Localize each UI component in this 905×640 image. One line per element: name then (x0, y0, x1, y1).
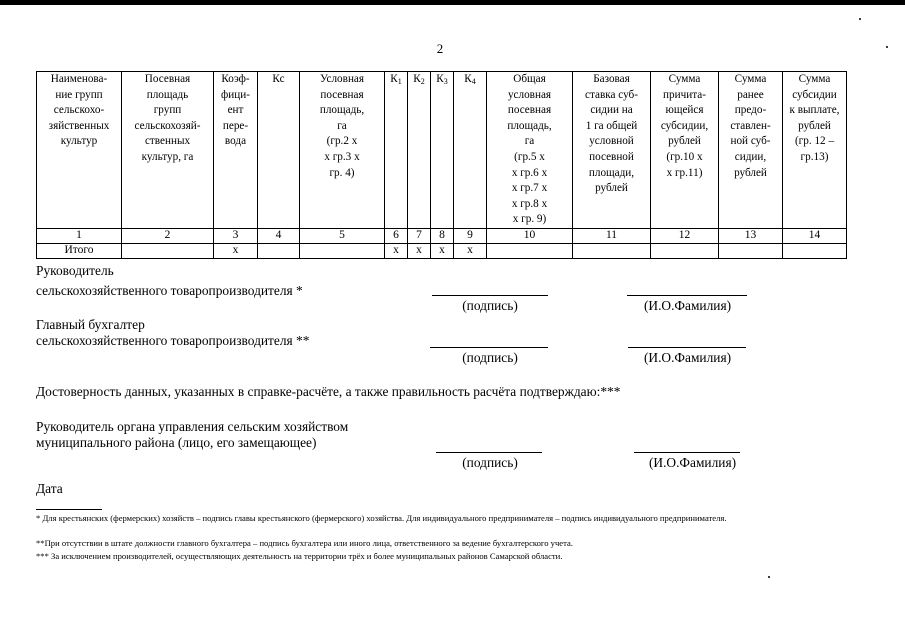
column-number-cell: 14 (783, 228, 847, 243)
head-name-line[interactable] (627, 295, 747, 296)
header-cell-conversion-coefficient: Коэф- фици- ент пере- вода (214, 72, 258, 229)
column-number-cell: 1 (37, 228, 122, 243)
table-total-row (37, 243, 847, 258)
header-cell-total-conditional-area: Общая условная посевная площадь, га (гр.5 х х гр.6 х х гр.7 х х гр.8 х х гр. 9) (487, 72, 573, 229)
total-cell (122, 243, 214, 258)
scan-speck (886, 46, 888, 48)
head-signature-line[interactable] (432, 295, 548, 296)
official-signature-line[interactable] (436, 452, 542, 453)
official-title-line1: Руководитель органа управления сельским хозяйством (36, 419, 349, 434)
header-cell-k1: $К_1$ (385, 72, 408, 229)
total-cell: х (214, 243, 258, 258)
column-number-cell: 13 (719, 228, 783, 243)
header-cell-crop-groups: Наименова- ние групп сельскохо- зяйственных культур (37, 72, 122, 229)
header-cell-payable-subsidy: Сумма субсидии к выплате, рублей (гр. 12 – гр.13) (783, 72, 847, 229)
total-cell (783, 243, 847, 258)
header-cell-base-rate: Базовая ставка суб- сидии на 1 га общей условной посевной площади, рублей (573, 72, 651, 229)
accountant-title-line1: Главный бухгалтер (36, 317, 145, 332)
accountant-name-label: (И.О.Фамилия) (643, 350, 732, 365)
official-name-label: (И.О.Фамилия) (648, 455, 737, 470)
official-name-line[interactable] (634, 452, 740, 453)
column-number-cell: 6 (385, 228, 408, 243)
scan-speck (859, 18, 861, 20)
header-cell-k4: $К_4$ (454, 72, 487, 229)
date-label: Дата (36, 481, 63, 496)
column-number-cell: 5 (300, 228, 385, 243)
page-number: 2 (436, 41, 444, 56)
table-column-numbers-row (37, 228, 847, 243)
footnote-separator (36, 509, 102, 510)
column-number-cell: 3 (214, 228, 258, 243)
total-cell: х (431, 243, 454, 258)
column-number-cell: 10 (487, 228, 573, 243)
header-cell-sown-area: Посевная площадь групп сельскохозяй- ственных культур, га (122, 72, 214, 229)
head-title-line1: Руководитель (36, 263, 114, 278)
total-cell (300, 243, 385, 258)
accountant-signature-label: (подпись) (462, 350, 518, 365)
column-number-cell: 12 (651, 228, 719, 243)
total-cell: х (454, 243, 487, 258)
header-cell-kc: Кс (258, 72, 300, 229)
total-cell (573, 243, 651, 258)
accountant-title-line2: сельскохозяйственного товаропроизводителя ** (36, 333, 310, 348)
table-header-row (37, 72, 847, 229)
total-cell (651, 243, 719, 258)
header-cell-conditional-area: Условная посевная площадь, га (гр.2 х х гр.3 х гр. 4) (300, 72, 385, 229)
column-number-cell: 9 (454, 228, 487, 243)
total-cell (487, 243, 573, 258)
page-top-border (0, 0, 905, 5)
head-title-line2: сельскохозяйственного товаропроизводителя * (36, 283, 303, 298)
header-cell-previous-subsidy: Сумма ранее предо- ставлен- ной суб- сидии, рублей (719, 72, 783, 229)
header-cell-k3: $К_3$ (431, 72, 454, 229)
accountant-name-line[interactable] (628, 347, 746, 348)
official-title-line2: муниципального района (лицо, его замещающее) (36, 435, 317, 450)
total-cell (719, 243, 783, 258)
footnote-3: *** За исключением производителей, осуществляющих деятельность на территории трёх и более муниципальных районов Самарской области. (36, 551, 563, 561)
header-cell-k2: $К_2$ (408, 72, 431, 229)
scan-speck (768, 576, 770, 578)
head-name-label: (И.О.Фамилия) (643, 298, 732, 313)
head-signature-label: (подпись) (462, 298, 518, 313)
footnote-1: * Для крестьянских (фермерских) хозяйств – подпись главы крестьянского (фермерского) хозяйства. Для индивидуального предпринимателя – подпись индивидуального предпринимателя. (36, 513, 727, 523)
accountant-signature-line[interactable] (430, 347, 548, 348)
total-cell: Итого (37, 243, 122, 258)
total-cell (258, 243, 300, 258)
total-cell: х (408, 243, 431, 258)
column-number-cell: 7 (408, 228, 431, 243)
confirmation-statement: Достоверность данных, указанных в справке-расчёте, а также правильность расчёта подтверждаю:*** (36, 384, 621, 399)
footnote-2: **При отсутствии в штате должности главного бухгалтера – подпись бухгалтера или иного лица, ответственного за ведение бухгалтерского учета. (36, 538, 573, 548)
column-number-cell: 11 (573, 228, 651, 243)
column-number-cell: 4 (258, 228, 300, 243)
total-cell: х (385, 243, 408, 258)
subsidy-calculation-table (36, 71, 847, 259)
column-number-cell: 8 (431, 228, 454, 243)
header-cell-due-subsidy: Сумма причита- ющейся субсидии, рублей (гр.10 х х гр.11) (651, 72, 719, 229)
official-signature-label: (подпись) (462, 455, 518, 470)
column-number-cell: 2 (122, 228, 214, 243)
